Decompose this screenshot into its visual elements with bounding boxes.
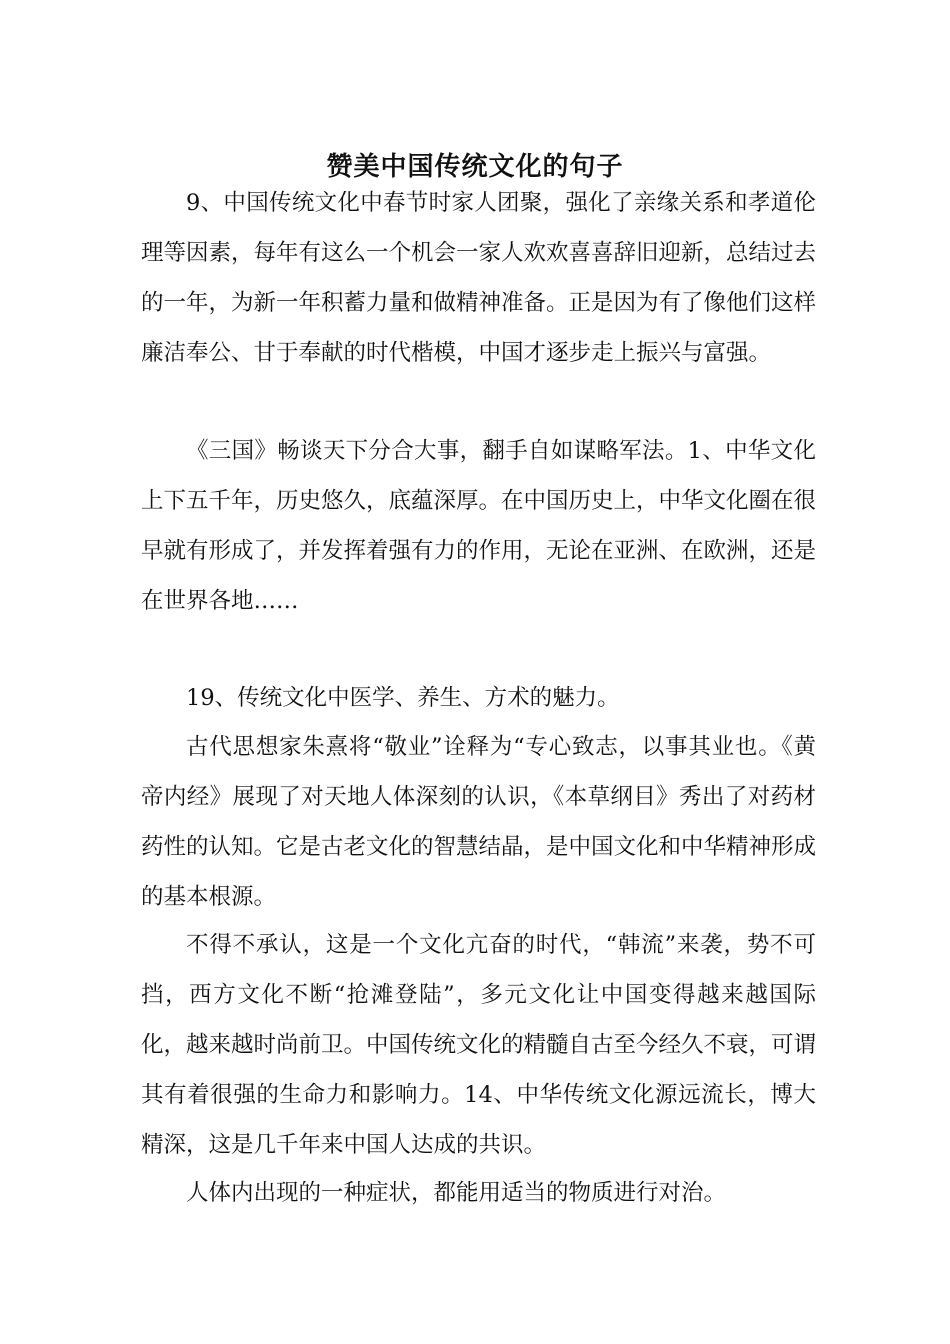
paragraph-spring-festival: 9、中国传统文化中春节时家人团聚，强化了亲缘关系和孝道伦理等因素，每年有这么一个机会一家人欢欢喜喜辞旧迎新，总结过去的一年，为新一年积蓄力量和做精神准备。正是因为有了像他们这样廉洁奉公、甘于奉献的时代楷模，中国才逐步走上振兴与富强。: [141, 190, 817, 366]
paragraph-zhu-xi: 古代思想家朱熹将“敬业”诠释为“专心致志，以事其业也。《黄帝内经》展现了对天地人体深刻的认识，《本草纲目》秀出了对药材药性的认知。它是古老文化的智慧结晶，是中国文化和中华精神形成的基本根源。: [141, 734, 817, 910]
paragraph-medicine: 19、传统文化中医学、养生、方术的魅力。: [186, 685, 620, 711]
paragraph-symptoms: 人体内出现的一种症状，都能用适当的物质进行对治。: [186, 1180, 727, 1206]
document-title: 赞美中国传统文化的句子: [326, 152, 624, 183]
paragraph-cultural-era: 不得不承认，这是一个文化亢奋的时代，“韩流”来袭，势不可挡，西方文化不断“抢滩登陆”，多元文化让中国变得越来越国际化，越来越时尚前卫。中国传统文化的精髓自古至今经久不衰，可谓其有着很强的生命力和影响力。14、中华传统文化源远流长，博大精深，这是几千年来中国人达成的共识。: [141, 932, 817, 1158]
paragraph-three-kingdoms: 《三国》畅谈天下分合大事，翻手自如谋略军法。1、中华文化上下五千年，历史悠久，底蕴深厚。在中国历史上，中华文化圈在很早就有形成了，并发挥着强有力的作用，无论在亚洲、在欧洲，还是在世界各地……: [141, 438, 817, 614]
